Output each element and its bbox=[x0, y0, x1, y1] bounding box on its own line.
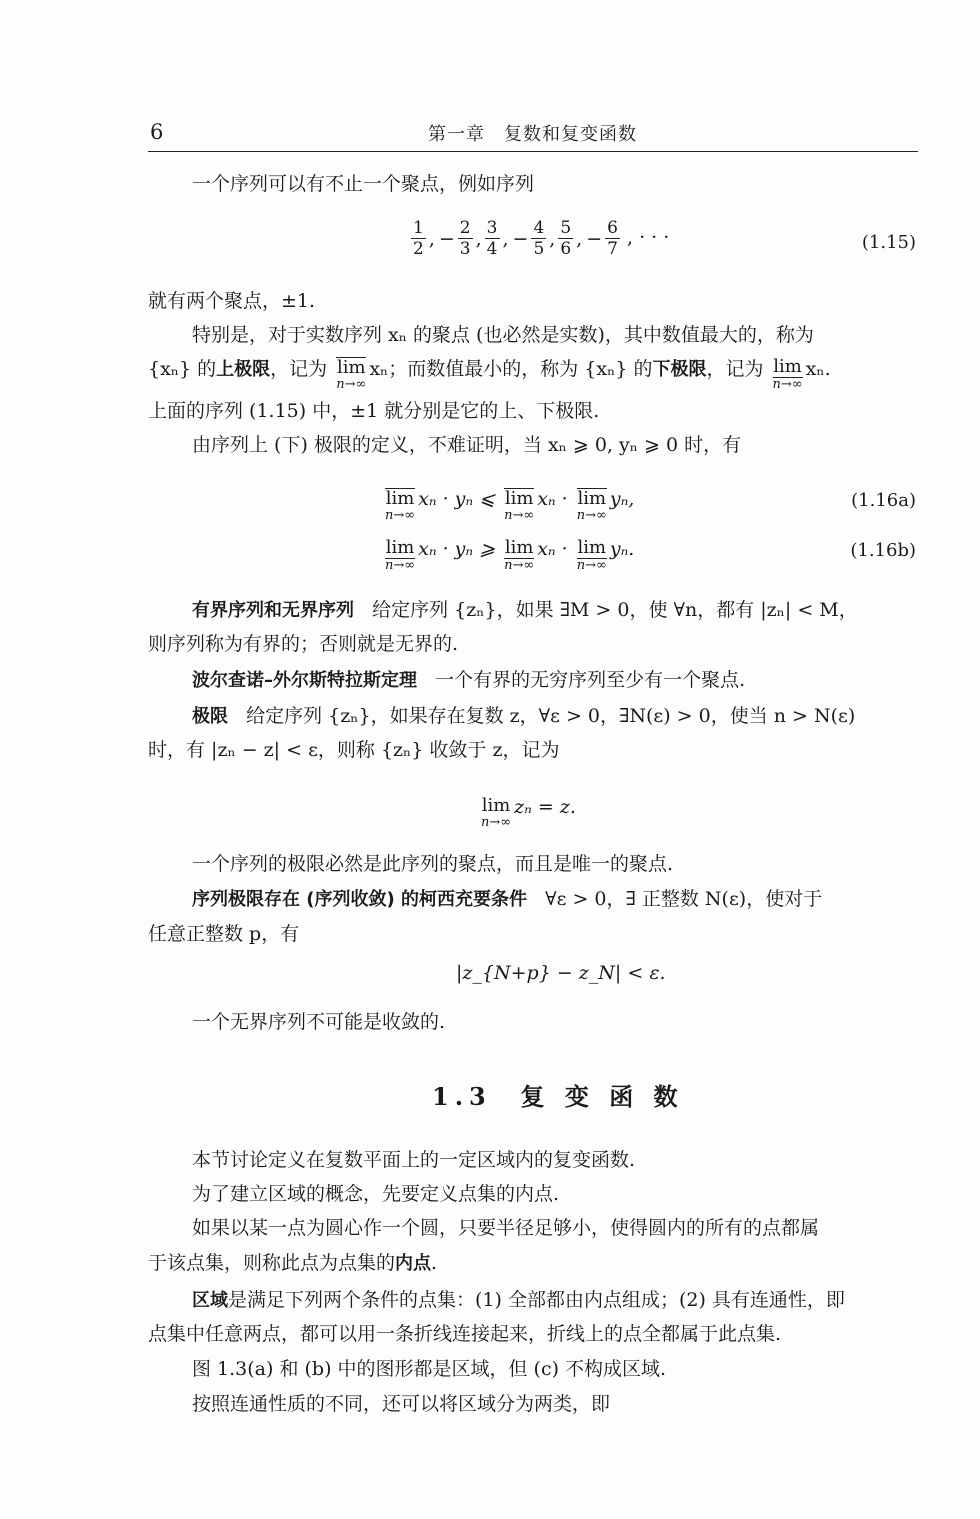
text-fragment: ∀ε > 0，∃ 正整数 N(ε)，使对于 bbox=[545, 888, 823, 910]
paragraph-limsup-line3: 上面的序列 (1.15) 中，±1 就分别是它的上、下极限. bbox=[148, 400, 600, 422]
paragraph-limit-line2: 时，有 |zₙ − z| < ε，则称 {zₙ} 收敛于 z，记为 bbox=[148, 739, 560, 761]
lim-word: lim bbox=[577, 488, 607, 509]
running-header bbox=[148, 116, 918, 152]
sequence-fraction bbox=[558, 218, 573, 259]
equation-limit bbox=[478, 796, 576, 830]
numerator: 5 bbox=[560, 218, 572, 238]
page-number: 6 bbox=[150, 120, 164, 144]
lim-subscript: n→∞ bbox=[385, 558, 416, 573]
comma: , bbox=[576, 227, 583, 250]
paragraph-section-intro: 本节讨论定义在复数平面上的一定区域内的复变函数. bbox=[192, 1149, 636, 1171]
paragraph-region-line2: 点集中任意两点，都可以用一条折线连接起来，折线上的点全都属于此点集. bbox=[148, 1323, 782, 1345]
sequence-fraction bbox=[605, 218, 620, 259]
book-page bbox=[148, 0, 918, 1519]
denominator: 5 bbox=[533, 239, 545, 259]
denominator: 2 bbox=[413, 239, 424, 259]
paragraph-limsup-line2 bbox=[148, 357, 831, 392]
lim-word: lim bbox=[577, 537, 607, 558]
paragraph-interior-intro: 为了建立区域的概念，先要定义点集的内点. bbox=[192, 1183, 560, 1205]
text-fragment: 给定序列 {zₙ}，如果 ∃M > 0，使 ∀n，都有 |zₙ| < M， bbox=[372, 599, 858, 621]
equation-1-15 bbox=[410, 218, 669, 259]
section-number: 1.3 bbox=[432, 1082, 492, 1111]
numerator: 3 bbox=[486, 218, 498, 238]
denominator: 6 bbox=[560, 239, 572, 259]
lim-subscript: n→∞ bbox=[576, 508, 607, 523]
sequence-fraction bbox=[458, 218, 473, 259]
denominator: 7 bbox=[607, 239, 618, 259]
term-bounded: 有界序列和无界序列 bbox=[192, 600, 354, 621]
comma: , bbox=[475, 227, 482, 250]
equation-number-1-16b: (1.16b) bbox=[850, 540, 916, 561]
lim-symbol bbox=[481, 796, 511, 830]
sequence-fraction bbox=[485, 218, 500, 259]
liminf-symbol bbox=[504, 538, 534, 573]
minus-sign: − bbox=[512, 227, 529, 250]
lim-word: lim bbox=[385, 537, 415, 558]
text-fragment: xₙ；而数值最小的，称为 {xₙ} 的 bbox=[369, 358, 653, 380]
text-fragment: {xₙ} 的 bbox=[148, 358, 217, 380]
lim-subscript: n→∞ bbox=[481, 815, 512, 830]
sequence-fraction bbox=[531, 218, 546, 259]
term-lower-limit: 下极限 bbox=[652, 359, 707, 380]
comma: , bbox=[428, 227, 435, 250]
header-rule bbox=[148, 151, 918, 152]
text-fragment: 于该点集，则称此点为点集的 bbox=[148, 1252, 396, 1274]
paragraph-interior-line1: 如果以某一点为圆心作一个圆，只要半径足够小，使得圆内的所有的点都属 bbox=[192, 1217, 820, 1239]
text-fragment: 是满足下列两个条件的点集：(1) 全部都由内点组成；(2) 具有连通性，即 bbox=[228, 1289, 845, 1311]
eq-part: xₙ · yₙ ⩽ bbox=[418, 488, 496, 510]
eq-part: yₙ. bbox=[609, 538, 635, 560]
term-limit: 极限 bbox=[192, 706, 228, 727]
equation-cauchy: |z_{N+p} − z_N| < ε. bbox=[456, 962, 666, 984]
term-cauchy: 序列极限存在 (序列收敛) 的柯西充要条件 bbox=[192, 889, 527, 910]
numerator: 4 bbox=[533, 218, 545, 238]
denominator: 3 bbox=[459, 239, 471, 259]
paragraph-bounded-line2: 则序列称为有界的；否则就是无界的. bbox=[148, 633, 459, 655]
paragraph-region-line1 bbox=[192, 1288, 845, 1313]
denominator: 4 bbox=[486, 239, 498, 259]
text-fragment: . bbox=[431, 1252, 438, 1274]
minus-sign: − bbox=[586, 227, 603, 250]
sequence-fraction bbox=[411, 218, 426, 259]
liminf-symbol bbox=[385, 538, 415, 573]
paragraph-unbounded: 一个无界序列不可能是收敛的. bbox=[192, 1011, 446, 1033]
limsup-symbol bbox=[577, 488, 607, 523]
paragraph-bounded-line1 bbox=[192, 598, 858, 623]
numerator: 6 bbox=[607, 218, 618, 238]
lim-subscript: n→∞ bbox=[504, 508, 535, 523]
paragraph-cauchy-line1 bbox=[192, 887, 822, 912]
liminf-symbol bbox=[577, 538, 607, 573]
lim-subscript: n→∞ bbox=[772, 377, 803, 392]
term-bolzano-weierstrass: 波尔查诺–外尔斯特拉斯定理 bbox=[192, 670, 417, 691]
paragraph-two-points: 就有两个聚点，±1. bbox=[148, 290, 316, 312]
equation-number-1-15: (1.15) bbox=[861, 232, 916, 253]
liminf-symbol bbox=[773, 357, 803, 392]
section-title: 复 变 函 数 bbox=[520, 1082, 684, 1111]
paragraph-cauchy-line2: 任意正整数 p，有 bbox=[148, 923, 300, 945]
text-fragment: ，记为 bbox=[270, 358, 328, 380]
lim-word: lim bbox=[481, 795, 511, 816]
paragraph-unique-limit: 一个序列的极限必然是此序列的聚点，而且是唯一的聚点. bbox=[192, 853, 674, 875]
lim-word: lim bbox=[336, 357, 366, 378]
paragraph-limit-line1 bbox=[192, 704, 855, 729]
section-heading bbox=[432, 1077, 684, 1112]
lim-subscript: n→∞ bbox=[576, 558, 607, 573]
limsup-symbol bbox=[385, 488, 415, 523]
comma: , bbox=[549, 227, 556, 250]
comma: , bbox=[502, 227, 509, 250]
minus-sign: − bbox=[438, 227, 455, 250]
paragraph-interior-line2 bbox=[148, 1251, 437, 1276]
eq-part: yₙ, bbox=[609, 488, 635, 510]
equation-number-1-16a: (1.16a) bbox=[851, 490, 916, 511]
eq-part: xₙ · bbox=[537, 538, 568, 560]
paragraph-definition: 由序列上 (下) 极限的定义，不难证明，当 xₙ ⩾ 0, yₙ ⩾ 0 时，有 bbox=[192, 434, 742, 456]
term-upper-limit: 上极限 bbox=[216, 359, 271, 380]
text-fragment: ，记为 bbox=[706, 358, 764, 380]
text-fragment: 给定序列 {zₙ}，如果存在复数 z，∀ε > 0，∃N(ε) > 0，使当 n > N(ε) bbox=[246, 705, 856, 727]
chapter-title: 第一章 复数和复变函数 bbox=[428, 124, 637, 145]
eq-part: zₙ = z. bbox=[514, 796, 576, 818]
term-region: 区域 bbox=[192, 1290, 228, 1311]
lim-word: lim bbox=[773, 356, 802, 377]
paragraph-bolzano bbox=[192, 668, 745, 693]
paragraph-connectivity: 按照连通性质的不同，还可以将区域分为两类，即 bbox=[192, 1393, 611, 1415]
lim-subscript: n→∞ bbox=[385, 508, 416, 523]
eq-part: xₙ · bbox=[537, 488, 568, 510]
lim-word: lim bbox=[385, 488, 415, 509]
limsup-symbol bbox=[336, 357, 366, 392]
paragraph-intro: 一个序列可以有不止一个聚点，例如序列 bbox=[192, 173, 535, 195]
text-fragment: xₙ. bbox=[805, 358, 831, 380]
term-interior-point: 内点 bbox=[395, 1253, 432, 1274]
limsup-symbol bbox=[504, 488, 534, 523]
lim-subscript: n→∞ bbox=[336, 377, 367, 392]
paragraph-limsup-line1: 特别是，对于实数序列 xₙ 的聚点 (也必然是实数)，其中数值最大的，称为 bbox=[192, 324, 814, 346]
equation-1-16b bbox=[382, 538, 634, 573]
sequence-terms bbox=[410, 218, 621, 259]
sequence-ellipsis: , · · · bbox=[627, 226, 670, 249]
numerator: 1 bbox=[413, 218, 424, 238]
lim-word: lim bbox=[504, 537, 534, 558]
equation-1-16a bbox=[382, 488, 634, 523]
lim-word: lim bbox=[504, 488, 534, 509]
paragraph-figure-ref: 图 1.3(a) 和 (b) 中的图形都是区域，但 (c) 不构成区域. bbox=[192, 1358, 667, 1380]
eq-part: xₙ · yₙ ⩾ bbox=[418, 538, 496, 560]
numerator: 2 bbox=[459, 218, 471, 238]
text-fragment: 一个有界的无穷序列至少有一个聚点. bbox=[435, 669, 746, 691]
lim-subscript: n→∞ bbox=[504, 558, 535, 573]
